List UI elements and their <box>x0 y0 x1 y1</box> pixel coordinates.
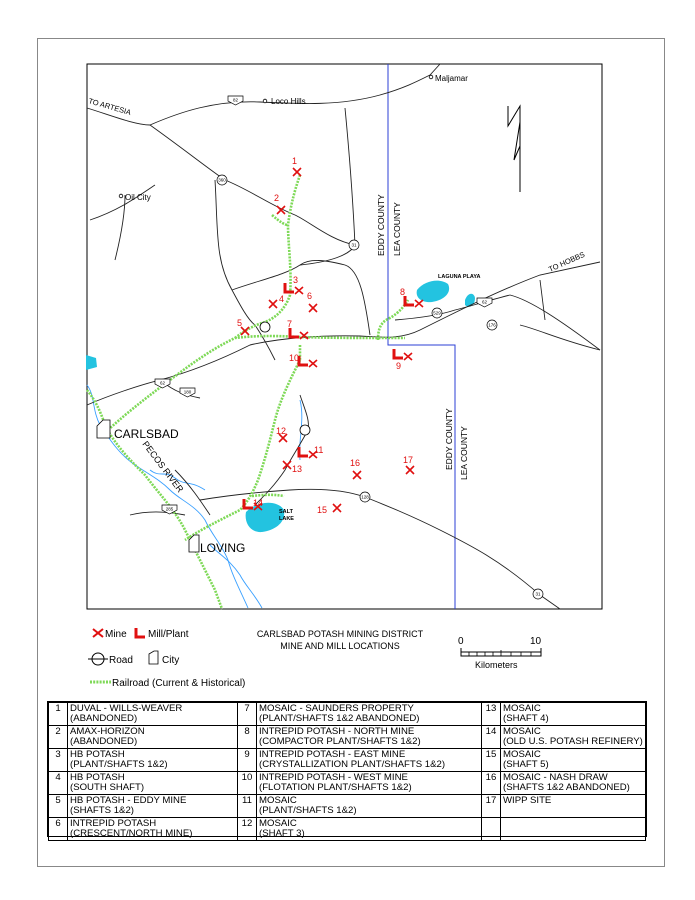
legend-number: 2 <box>49 726 68 749</box>
svg-text:285: 285 <box>165 506 174 512</box>
road-shield <box>432 308 442 318</box>
site-number: 5 <box>237 318 243 328</box>
svg-text:62: 62 <box>159 380 166 386</box>
site-number: 11 <box>314 445 324 455</box>
county-lea-north: LEA COUNTY <box>392 202 402 256</box>
legend-number: 14 <box>482 726 501 749</box>
legend-site-detail: (SHAFT 3) <box>259 828 305 839</box>
legend-number: 1 <box>49 703 68 726</box>
legend-row <box>49 703 646 726</box>
legend-entry <box>501 795 646 818</box>
title-line-2: MINE AND MILL LOCATIONS <box>280 641 400 651</box>
legend-entry <box>257 749 482 772</box>
legend-number: 7 <box>238 703 257 726</box>
road-shield <box>487 320 497 330</box>
legend-number: 9 <box>238 749 257 772</box>
legend-site-name: INTREPID POTASH - WEST MINE <box>259 772 408 783</box>
city-key-icon <box>149 651 158 664</box>
svg-text:176: 176 <box>488 322 496 328</box>
county-eddy-south: EDDY COUNTY <box>444 408 454 470</box>
legend-site-name: AMAX-HORIZON <box>70 726 145 737</box>
legend-entry <box>257 703 482 726</box>
site-number: 15 <box>317 505 328 515</box>
legend-site-detail: (SOUTH SHAFT) <box>70 782 145 793</box>
legend-site-detail: (CRESCENT/NORTH MINE) <box>70 828 193 839</box>
place-oil-city: Oil City <box>125 193 151 202</box>
svg-text:128: 128 <box>361 494 369 500</box>
site-number: 6 <box>307 291 313 301</box>
place-to-hobbs: TO HOBBS <box>547 249 587 274</box>
legend-row <box>49 726 646 749</box>
legend-site-detail: (FLOTATION PLANT/SHAFTS 1&2) <box>259 782 412 793</box>
svg-text:529: 529 <box>433 310 441 316</box>
legend-site-name: INTREPID POTASH <box>70 818 157 829</box>
legend-site-detail: (ABANDONED) <box>70 713 138 724</box>
site-number: 3 <box>293 275 299 285</box>
site-number: 16 <box>350 458 361 468</box>
legend-site-name: MOSAIC <box>503 726 541 737</box>
svg-text:62: 62 <box>481 299 488 305</box>
legend-site-detail: (ABANDONED) <box>70 736 138 747</box>
site-number: 12 <box>276 426 287 436</box>
key-mill: Mill/Plant <box>148 629 189 640</box>
svg-text:82: 82 <box>232 97 239 103</box>
legend-entry <box>257 772 482 795</box>
legend-empty-cell <box>501 818 646 841</box>
legend-number: 5 <box>49 795 68 818</box>
site-number: 17 <box>403 455 414 465</box>
key-mine: Mine <box>105 629 127 640</box>
title-line-1: CARLSBAD POTASH MINING DISTRICT <box>256 629 424 639</box>
legend-entry <box>68 726 238 749</box>
place-carlsbad: CARLSBAD <box>114 427 179 441</box>
legend-site-detail: (OLD U.S. POTASH REFINERY) <box>503 736 643 747</box>
legend-site-detail: (SHAFTS 1&2 ABANDONED) <box>503 782 630 793</box>
legend-entry <box>501 749 646 772</box>
site-number: 9 <box>396 361 402 371</box>
key-road: Road <box>109 655 133 666</box>
legend-site-name: MOSAIC <box>503 749 541 760</box>
legend-entry <box>68 749 238 772</box>
legend-site-detail: (PLANT/SHAFTS 1&2 ABANDONED) <box>259 713 420 724</box>
scale-max: 10 <box>530 636 542 647</box>
legend-site-detail: (COMPACTOR PLANT/SHAFTS 1&2) <box>259 736 421 747</box>
legend-site-name: MOSAIC <box>503 703 541 714</box>
key-city: City <box>162 655 180 666</box>
legend-site-detail: (PLANT/SHAFTS 1&2) <box>70 759 168 770</box>
legend-number: 12 <box>238 818 257 841</box>
legend-site-detail: (SHAFT 4) <box>503 713 549 724</box>
legend-number: 6 <box>49 818 68 841</box>
svg-text:31: 31 <box>351 242 357 248</box>
legend-site-name: INTREPID POTASH - NORTH MINE <box>259 726 415 737</box>
road-junction <box>300 425 310 435</box>
legend-row <box>49 749 646 772</box>
legend-entry <box>501 772 646 795</box>
town-marker-maljamar <box>429 75 433 79</box>
legend-row <box>49 818 646 841</box>
place-laguna-playa: LAGUNA PLAYA <box>438 274 481 280</box>
legend-number: 4 <box>49 772 68 795</box>
legend-site-name: DUVAL - WILLS-WEAVER <box>70 703 183 714</box>
road-shield <box>217 175 227 185</box>
legend-site-name: HB POTASH - EDDY MINE <box>70 795 187 806</box>
legend-site-detail: (SHAFT 5) <box>503 759 549 770</box>
mill-key-icon <box>136 628 145 637</box>
legend-entry <box>501 703 646 726</box>
legend-entry <box>257 726 482 749</box>
legend-entry <box>68 818 238 841</box>
legend-site-detail: (CRYSTALLIZATION PLANT/SHAFTS 1&2) <box>259 759 446 770</box>
scale-bar <box>458 636 542 670</box>
legend-number: 10 <box>238 772 257 795</box>
site-legend <box>47 701 647 837</box>
place-pecos-river: PECOS RIVER <box>140 439 186 495</box>
svg-text:180: 180 <box>183 389 192 395</box>
legend-number: 11 <box>238 795 257 818</box>
county-lea-south: LEA COUNTY <box>459 426 469 480</box>
legend-number: 8 <box>238 726 257 749</box>
key-railroad: Railroad (Current & Historical) <box>112 678 246 689</box>
site-number: 2 <box>274 193 280 203</box>
map-title <box>257 629 424 651</box>
legend-site-name: MOSAIC - SAUNDERS PROPERTY <box>259 703 414 714</box>
legend-number: 3 <box>49 749 68 772</box>
site-legend-table <box>48 702 646 841</box>
town-marker-oil-city <box>119 194 123 198</box>
road-junction <box>260 322 270 332</box>
site-number: 14 <box>253 498 264 508</box>
map-key <box>88 628 245 689</box>
road-shield <box>360 492 370 502</box>
site-number: 4 <box>279 294 285 304</box>
legend-site-name: INTREPID POTASH - EAST MINE <box>259 749 406 760</box>
legend-site-name: MOSAIC <box>259 795 297 806</box>
legend-row <box>49 795 646 818</box>
place-salt: SALT <box>279 509 293 515</box>
town-marker-loco-hills <box>263 99 267 103</box>
svg-text:360: 360 <box>218 177 226 183</box>
road-shield <box>533 589 543 599</box>
legend-entry <box>68 772 238 795</box>
road-key-icon <box>88 653 108 665</box>
scale-min: 0 <box>458 636 464 647</box>
legend-number: 15 <box>482 749 501 772</box>
legend-empty-cell <box>482 818 501 841</box>
legend-site-name: MOSAIC <box>259 818 297 829</box>
legend-number: 13 <box>482 703 501 726</box>
scale-unit: Kilometers <box>475 660 518 670</box>
legend-site-name: WIPP SITE <box>503 795 552 806</box>
legend-site-name: MOSAIC - NASH DRAW <box>503 772 608 783</box>
mine-key-icon <box>93 629 103 637</box>
place-loco-hills: Loco Hills <box>271 97 306 106</box>
svg-text:31: 31 <box>535 591 541 597</box>
legend-site-detail: (PLANT/SHAFTS 1&2) <box>259 805 357 816</box>
site-number: 13 <box>292 464 303 474</box>
legend-entry <box>257 795 482 818</box>
legend-number: 16 <box>482 772 501 795</box>
place-loving: LOVING <box>200 541 246 555</box>
legend-row <box>49 772 646 795</box>
site-number: 7 <box>287 319 293 329</box>
site-number: 8 <box>400 287 406 297</box>
legend-number: 17 <box>482 795 501 818</box>
road-shield <box>349 240 359 250</box>
place-to-artesia: TO ARTESIA <box>87 96 133 118</box>
site-number: 10 <box>289 353 300 363</box>
legend-entry <box>68 703 238 726</box>
place-maljamar: Maljamar <box>435 74 468 83</box>
county-eddy-north: EDDY COUNTY <box>376 194 386 256</box>
legend-site-detail: (SHAFTS 1&2) <box>70 805 134 816</box>
legend-entry <box>501 726 646 749</box>
legend-entry <box>68 795 238 818</box>
map-frame <box>87 64 602 609</box>
legend-entry <box>257 818 482 841</box>
legend-site-name: HB POTASH <box>70 772 125 783</box>
place-lake: LAKE <box>279 516 294 522</box>
site-number: 1 <box>292 156 298 166</box>
legend-site-name: HB POTASH <box>70 749 125 760</box>
